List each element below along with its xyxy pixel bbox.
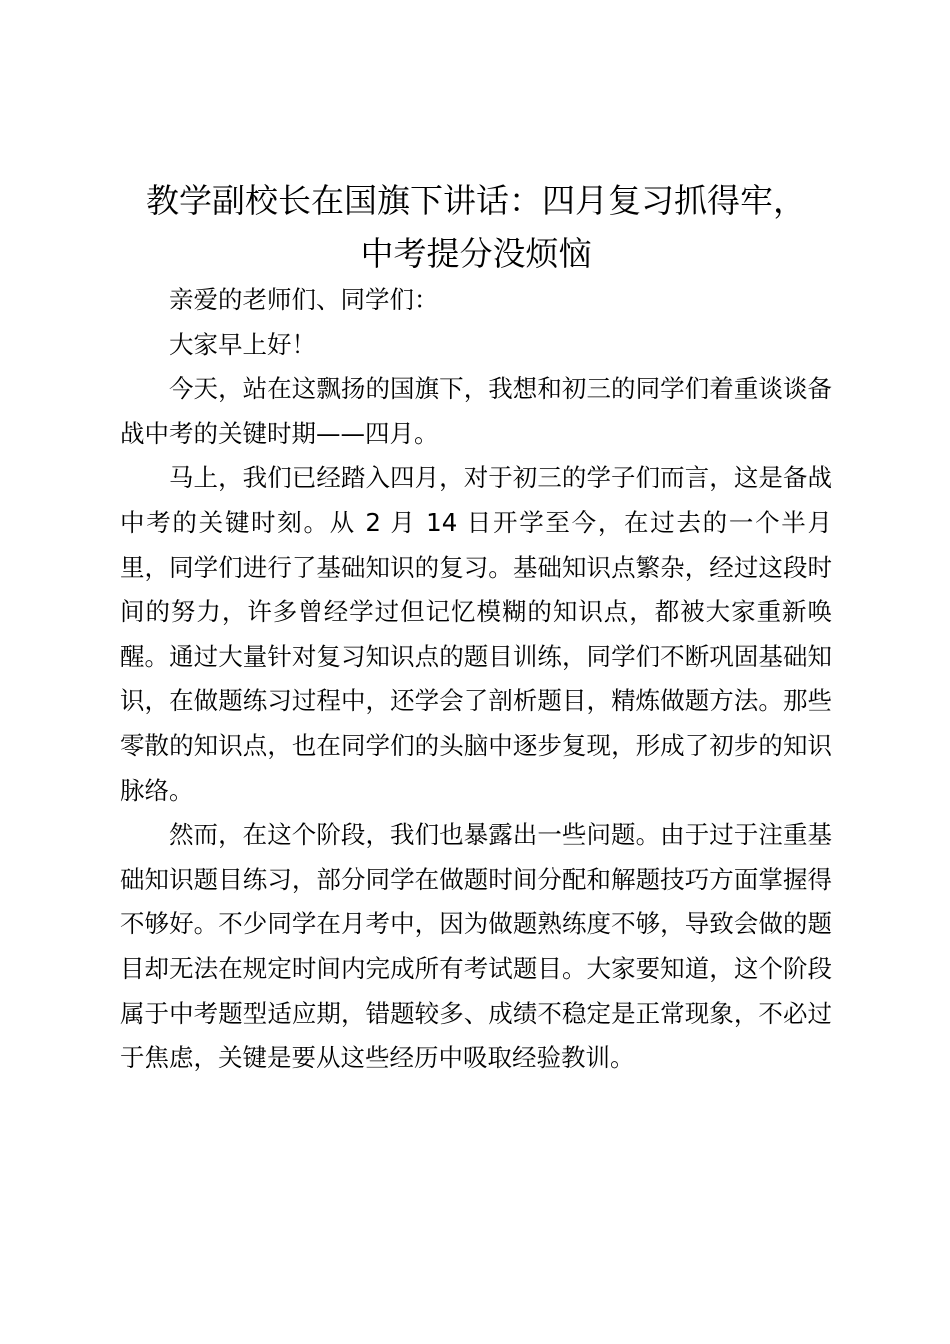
salutation: 亲爱的老师们、同学们：: [169, 285, 439, 314]
paragraph: 今天，站在这飘扬的国旗下，我想和初三的同学们着重谈谈备战中考的关键时期——四月。: [120, 374, 832, 448]
document-page: [120, 0, 832, 1344]
paragraph: 然而，在这个阶段，我们也暴露出一些问题。由于过于注重基础知识题目练习，部分同学在做题时间分配和解题技巧方面掌握得不够好。不少同学在月考中，因为做题熟练度不够，导致会做的题目却无法在规定时间内完成所有考试题目。大家要知道，这个阶段属于中考题型适应期，错题较多、成绩不稳定是正常现象，不必过于焦虑，关键是要从这些经历中吸取经验教训。: [120, 820, 832, 1073]
paragraph: 马上，我们已经踏入四月，对于初三的学子们而言，这是备战中考的关键时刻。从 2 月 14 日开学至今，在过去的一个半月里，同学们进行了基础知识的复习。基础知识点繁杂，经过这段时间的努力，许多曾经学过但记忆模糊的知识点，都被大家重新唤醒。通过大量针对复习知识点的题目训练，同学们不断巩固基础知识，在做题练习过程中，还学会了剖析题目，精炼做题方法。那些零散的知识点，也在同学们的头脑中逐步复现，形成了初步的知识脉络。: [120, 463, 832, 805]
greeting: 大家早上好！: [169, 329, 316, 359]
title-line-2: 中考提分没烦恼: [360, 234, 592, 273]
document-title: [100, 174, 852, 280]
title-line-1: 教学副校长在国旗下讲话：四月复习抓得牢，: [146, 181, 806, 220]
document-body: [120, 278, 832, 1081]
